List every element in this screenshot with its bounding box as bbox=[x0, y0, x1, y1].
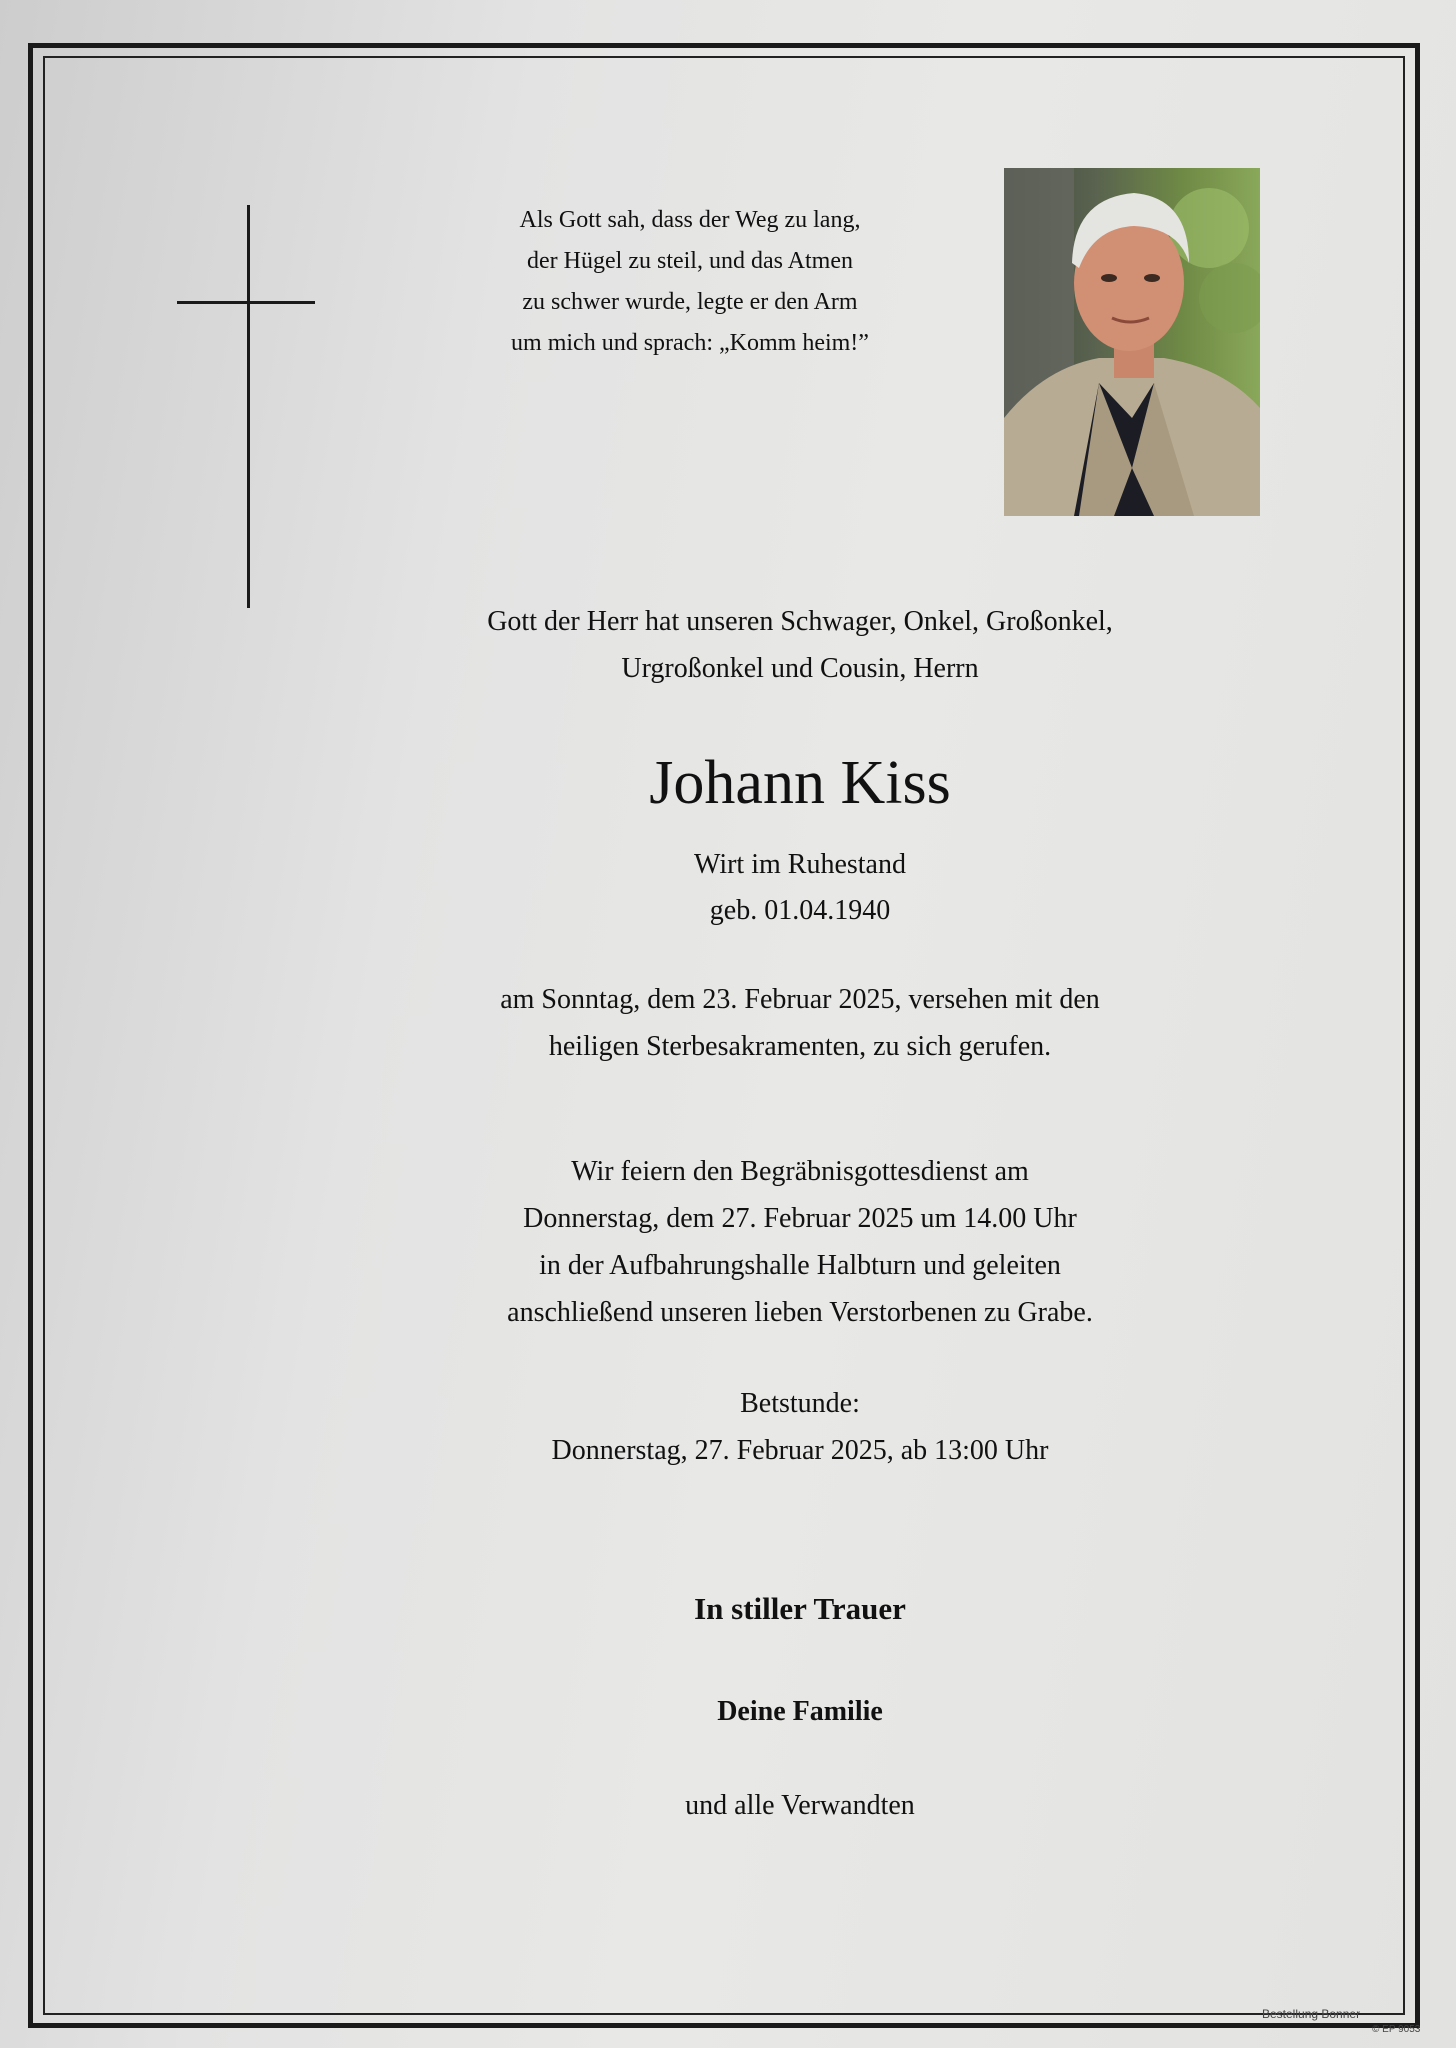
death-line: am Sonntag, dem 23. Februar 2025, versehen mit den bbox=[500, 984, 1100, 1015]
funeral-line: Wir feiern den Begräbnisgottesdienst am bbox=[571, 1156, 1029, 1187]
intro-line: Gott der Herr hat unseren Schwager, Onkel, Großonkel, bbox=[487, 606, 1113, 637]
funeral-info bbox=[380, 1148, 1220, 1336]
quote-line: um mich und sprach: „Komm heim!” bbox=[511, 330, 869, 356]
funeral-line: anschließend unseren lieben Verstorbenen zu Grabe. bbox=[507, 1297, 1093, 1328]
quote-line: zu schwer wurde, legte er den Arm bbox=[522, 289, 858, 315]
prayer-label: Betstunde: bbox=[740, 1388, 860, 1419]
prayer-time: Donnerstag, 27. Februar 2025, ab 13:00 Uhr bbox=[551, 1435, 1049, 1466]
order-note: Bestellung Bonner bbox=[1262, 2007, 1361, 2021]
mourning-heading: In stiller Trauer bbox=[694, 1591, 906, 1626]
relatives-signature: und alle Verwandten bbox=[685, 1790, 915, 1821]
birth-date: geb. 01.04.1940 bbox=[709, 895, 891, 926]
quote-line: der Hügel zu steil, und das Atmen bbox=[527, 248, 853, 274]
print-code: © EP 9053 bbox=[1372, 2024, 1421, 2035]
cross-horizontal-bar bbox=[177, 301, 315, 304]
announcement-intro bbox=[380, 598, 1220, 692]
deceased-name: Johann Kiss bbox=[649, 749, 951, 817]
occupation-and-birth bbox=[380, 842, 1220, 934]
occupation: Wirt im Ruhestand bbox=[694, 849, 906, 880]
funeral-line: Donnerstag, dem 27. Februar 2025 um 14.00 Uhr bbox=[523, 1203, 1077, 1234]
cross-vertical-bar bbox=[247, 205, 250, 608]
funeral-line: in der Aufbahrungshalle Halbturn und geleiten bbox=[539, 1250, 1061, 1281]
family-signature: Deine Familie bbox=[717, 1696, 883, 1727]
death-notice bbox=[380, 976, 1220, 1070]
intro-line: Urgroßonkel und Cousin, Herrn bbox=[621, 653, 979, 684]
prayer-hour bbox=[380, 1380, 1220, 1474]
quote bbox=[430, 200, 950, 364]
quote-line: Als Gott sah, dass der Weg zu lang, bbox=[519, 207, 861, 233]
portrait-photo bbox=[1004, 168, 1260, 516]
death-line: heiligen Sterbesakramenten, zu sich gerufen. bbox=[548, 1031, 1052, 1062]
